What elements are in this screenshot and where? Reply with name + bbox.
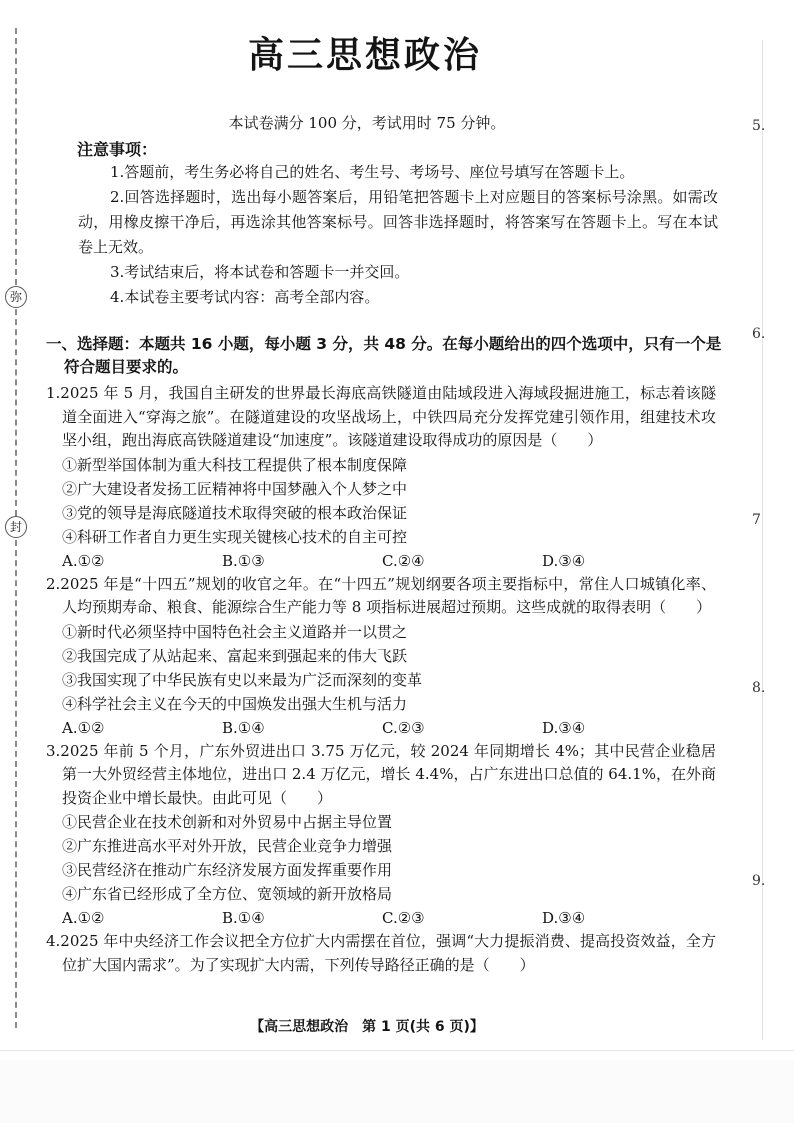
choice-b: B.①④ bbox=[222, 909, 265, 927]
question-statement: ②广大建设者发扬工匠精神将中国梦融入个人梦之中 bbox=[62, 479, 408, 498]
question-3 bbox=[46, 740, 716, 931]
notice-item: 2.回答选择题时，选出每小题答案后，用铅笔把答题卡上对应题目的答案标号涂黑。如需改动，用橡皮擦干净后，再选涂其他答案标号。回答非选择题时，将答案写在答题卡上。写在本试卷上无效。 bbox=[78, 188, 718, 256]
choice-a: A.①② bbox=[62, 909, 105, 927]
question-1 bbox=[46, 382, 716, 573]
answer-choices bbox=[46, 549, 716, 573]
question-stem: 4.2025 年中央经济工作会议把全方位扩大内需摆在首位，强调“大力提振消费、提高投资效益，全方位扩大国内需求”。为了实现扩大内需，下列传导路径正确的是（ ） bbox=[46, 932, 716, 974]
choice-b: B.①④ bbox=[222, 718, 265, 737]
choice-c: C.②③ bbox=[382, 909, 425, 927]
sheet-edge bbox=[0, 1050, 794, 1051]
answer-choices bbox=[46, 716, 716, 740]
notice-item: 4.本试卷主要考试内容：高考全部内容。 bbox=[110, 288, 380, 306]
answer-choices bbox=[46, 906, 716, 930]
question-stem: 3.2025 年前 5 个月，广东外贸进出口 3.75 万亿元，较 2024 年同期增长 4%；其中民营企业稳居第一大外贸经营主体地位，进出口 2.4 万亿元，增长 4.4%，占广东进出口总值的 64.1%，在外商投资企业中增长最快。由此可见（ ） bbox=[46, 741, 716, 807]
question-statement: ④科学社会主义在今天的中国焕发出强大生机与活力 bbox=[62, 694, 408, 713]
choice-b: B.①③ bbox=[222, 551, 265, 570]
choice-a: A.①② bbox=[62, 551, 105, 570]
notice-item: 1.答题前，考生务必将自己的姓名、考生号、考场号、座位号填写在答题卡上。 bbox=[110, 163, 635, 181]
next-page-edge bbox=[762, 40, 763, 1040]
question-stem: 1.2025 年 5 月，我国自主研发的世界最长海底高铁隧道由陆域段进入海域段掘进施工，标志着该隧道全面进入“穿海之旅”。在隧道建设的攻坚战场上，中铁四局充分发挥党建引领作用，组建技术攻坚小组，跑出海底高铁隧道建设“加速度”。该隧道建设取得成功的原因是（ ） bbox=[46, 384, 716, 449]
question-statement: ②我国完成了从站起来、富起来到强起来的伟大飞跃 bbox=[62, 646, 408, 665]
question-statement: ④科研工作者自力更生实现关键核心技术的自主可控 bbox=[62, 527, 408, 546]
section-heading: 一、选择题：本题共 16 小题，每小题 3 分，共 48 分。在每小题给出的四个选项中，只有一个是符合题目要求的。 bbox=[46, 335, 722, 376]
question-statement: ③我国实现了中华民族有史以来最为广泛而深刻的变革 bbox=[62, 670, 423, 689]
choice-c: C.②③ bbox=[382, 718, 425, 737]
next-page-question-number: 6. bbox=[752, 326, 766, 342]
page-footer: 【高三思想政治 第 1 页(共 6 页)】 bbox=[250, 1019, 484, 1035]
next-page-question-number: 5. bbox=[752, 118, 766, 134]
question-statement: ①新时代必须坚持中国特色社会主义道路并一以贯之 bbox=[62, 622, 408, 641]
question-statement: ③党的领导是海底隧道技术取得突破的根本政治保证 bbox=[62, 503, 408, 522]
choice-a: A.①② bbox=[62, 718, 105, 737]
question-statement: ④广东省已经形成了全方位、宽领域的新开放格局 bbox=[62, 885, 393, 903]
question-list bbox=[46, 382, 716, 977]
notice-heading: 注意事项： bbox=[77, 140, 158, 159]
question-2 bbox=[46, 573, 716, 740]
choice-c: C.②④ bbox=[382, 551, 425, 570]
next-page-question-number: 7 bbox=[752, 512, 761, 528]
question-statement: ③民营经济在推动广东经济发展方面发挥重要作用 bbox=[62, 861, 393, 879]
notice-list bbox=[78, 160, 718, 310]
page-title: 高三思想政治 bbox=[247, 35, 482, 76]
next-page-question-number: 8. bbox=[752, 680, 766, 696]
choice-d: D.③④ bbox=[542, 718, 586, 737]
notice-item: 3.考试结束后，将本试卷和答题卡一并交回。 bbox=[110, 263, 410, 281]
question-statement: ①民营企业在技术创新和对外贸易中占据主导位置 bbox=[62, 813, 393, 831]
next-page-question-number: 9. bbox=[752, 873, 766, 889]
binding-seal-char: 封 bbox=[5, 516, 27, 538]
question-stem: 2.2025 年是“十四五”规划的收官之年。在“十四五”规划纲要各项主要指标中，常住人口城镇化率、人均预期寿命、粮食、能源综合生产能力等 8 项指标进展超过预期。这些成就的取得表明（ ） bbox=[46, 574, 716, 616]
question-statement: ①新型举国体制为重大科技工程提供了根本制度保障 bbox=[62, 455, 408, 474]
choice-d: D.③④ bbox=[542, 909, 586, 927]
question-4 bbox=[46, 930, 716, 977]
exam-info: 本试卷满分 100 分，考试用时 75 分钟。 bbox=[228, 114, 506, 132]
question-statement: ②广东推进高水平对外开放，民营企业竞争力增强 bbox=[62, 837, 393, 855]
choice-d: D.③④ bbox=[542, 551, 586, 570]
binding-seal-char: 弥 bbox=[5, 286, 27, 308]
